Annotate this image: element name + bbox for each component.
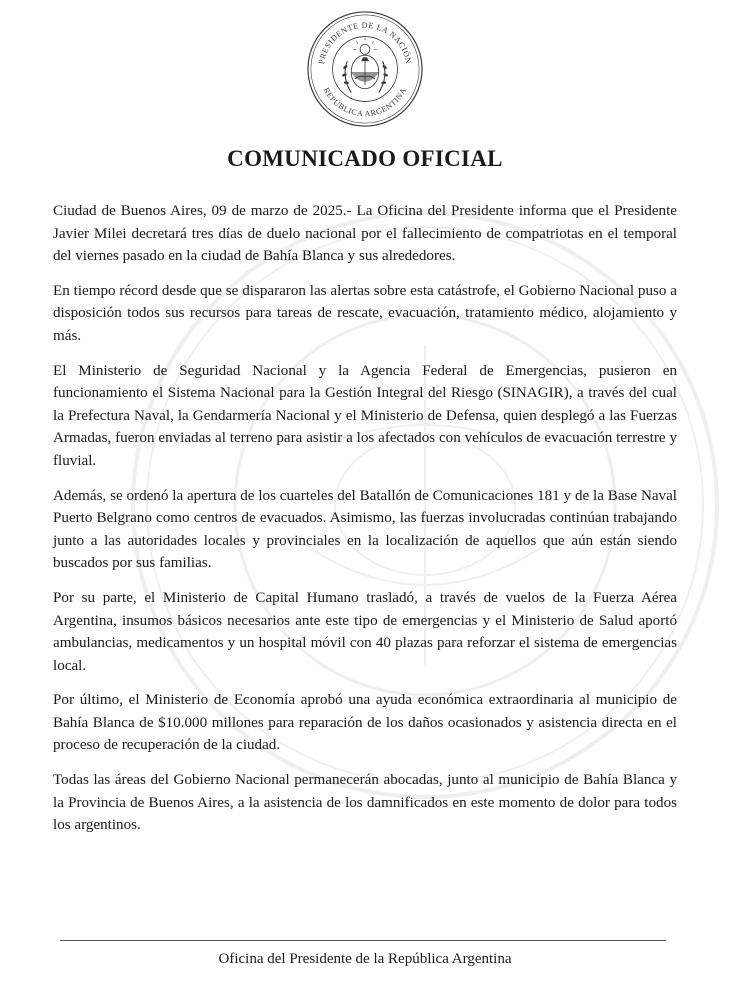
statement-body — [53, 200, 677, 849]
paragraph-4: Además, se ordenó la apertura de los cuarteles del Batallón de Comunicaciones 181 y de la Base Naval Puerto Belgrano como centros de evacuados. Asimismo, las fuerzas involucradas continúan trabajando junto a las autoridades locales y provinciales en la localización de aquellos que aún están siendo buscados por sus familias. — [53, 487, 677, 572]
paragraph-5: Por su parte, el Ministerio de Capital Humano trasladó, a través de vuelos de la Fuerza Aérea Argentina, insumos básicos necesarios ante este tipo de emergencias y el Ministerio de Salud aportó ambulancias, medicamentos y un hospital móvil con 40 plazas para reforzar el sistema de emergencias local. — [53, 589, 677, 674]
footer-divider — [60, 940, 666, 941]
svg-text:REPÚBLICA ARGENTINA — [322, 86, 408, 118]
paragraph-2: En tiempo récord desde que se dispararon las alertas sobre esta catástrofe, el Gobierno Nacional puso a disposición todos sus recursos para tareas de rescate, evacuación, tratamiento médico, alojamiento y más. — [53, 282, 677, 344]
seal-bottom-text: REPÚBLICA ARGENTINA — [321, 86, 409, 119]
page-title: COMUNICADO OFICIAL — [227, 146, 503, 171]
seal-top-text: PRESIDENTE DE LA NACIÓN — [316, 20, 414, 65]
paragraph-3: El Ministerio de Seguridad Nacional y la Agencia Federal de Emergencias, pusieron en funcionamiento el Sistema Nacional para la Gestión Integral del Riesgo (SINAGIR), a través del cual la Prefectura Naval, la Gendarmería Nacional y el Ministerio de Defensa, quien desplegó a las Fuerzas Armadas, fueron enviadas al terreno para asistir a los afectados con vehículos de evacuación terrestre y fluvial. — [53, 362, 677, 469]
paragraph-6: Por último, el Ministerio de Economía aprobó una ayuda económica extraordinaria al municipio de Bahía Blanca de $10.000 millones para reparación de los daños ocasionados y asistencia directa en el proceso de recuperación de la ciudad. — [53, 692, 677, 754]
footer-text: Oficina del Presidente de la República Argentina — [218, 951, 512, 967]
paragraph-7: Todas las áreas del Gobierno Nacional permanecerán abocadas, junto al municipio de Bahía Blanca y la Provincia de Buenos Aires, a la asistencia de los damnificados en este momento de dolor para todos los argentinos. — [53, 772, 677, 834]
paragraph-1: Ciudad de Buenos Aires, 09 de marzo de 2025.- La Oficina del Presidente informa que el Presidente Javier Milei decretará tres días de duelo nacional por el fallecimiento de compatriotas en el temporal del viernes pasado en la ciudad de Bahía Blanca y sus alrededores. — [53, 203, 677, 265]
presidential-seal-icon — [306, 10, 424, 128]
